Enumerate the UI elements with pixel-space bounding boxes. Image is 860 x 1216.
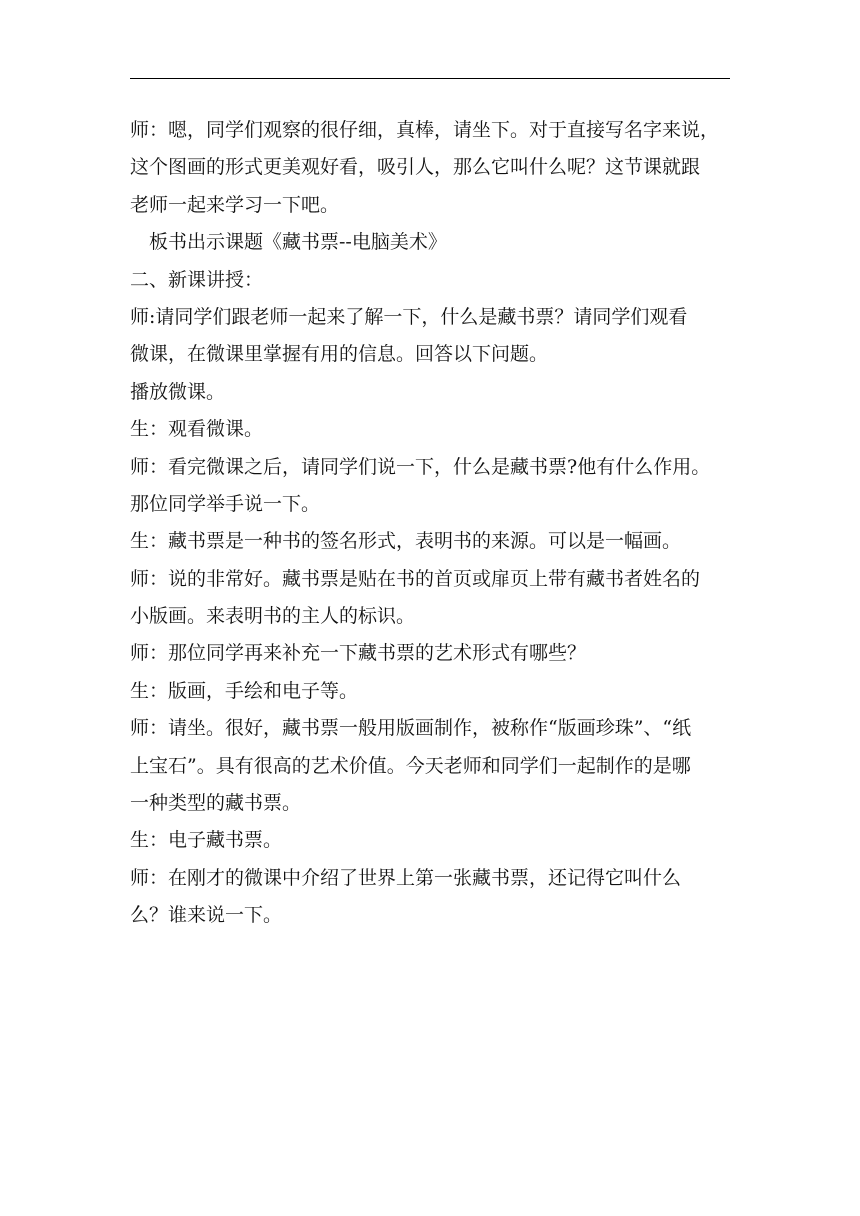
text-line: 小版画。来表明书的主人的标识。 [130,605,416,628]
text-line: 一种类型的藏书票。 [130,792,302,815]
text-line: 微课，在微课里掌握有用的信息。回答以下问题。 [130,343,549,366]
text-line: 这个图画的形式更美观好看，吸引人，那么它叫什么呢？这节课就跟 [130,156,701,179]
text-line: 师：请坐。很好，藏书票一般用版画制作，被称作“版画珍珠”、“纸 [130,717,692,740]
text-line: 师：那位同学再来补充一下藏书票的艺术形式有哪些？ [130,642,587,665]
text-line: 老师一起来学习一下吧。 [130,193,340,216]
text-line: 生：版画，手绘和电子等。 [130,679,359,702]
text-line: 上宝石”。具有很高的艺术价值。今天老师和同学们一起制作的是哪 [130,754,691,777]
text-line: 播放微课。 [130,380,226,403]
text-line: 生：电子藏书票。 [130,829,283,852]
board-title-line: 板书出示课题《藏书票--电脑美术》 [149,231,447,254]
text-line: 么？谁来说一下。 [130,904,283,927]
text-line: 师：嗯，同学们观察的很仔细，真棒，请坐下。对于直接写名字来说， [130,119,720,141]
section-heading: 二、新课讲授： [130,268,264,291]
text-line: 师:请同学们跟老师一起来了解一下，什么是藏书票？请同学们观看 [130,305,688,328]
body-text [130,112,735,935]
text-line: 生：观看微课。 [130,418,264,441]
header-rule [130,78,730,79]
text-line: 师：在刚才的微课中介绍了世界上第一张藏书票，还记得它叫什么 [130,866,682,889]
text-line: 那位同学举手说一下。 [130,492,321,515]
text-line: 师：说的非常好。藏书票是贴在书的首页或扉页上带有藏书者姓名的 [130,567,701,590]
text-line: 师：看完微课之后，请同学们说一下，什么是藏书票?他有什么作用。 [130,455,711,478]
text-line: 生：藏书票是一种书的签名形式，表明书的来源。可以是一幅画。 [130,530,682,553]
